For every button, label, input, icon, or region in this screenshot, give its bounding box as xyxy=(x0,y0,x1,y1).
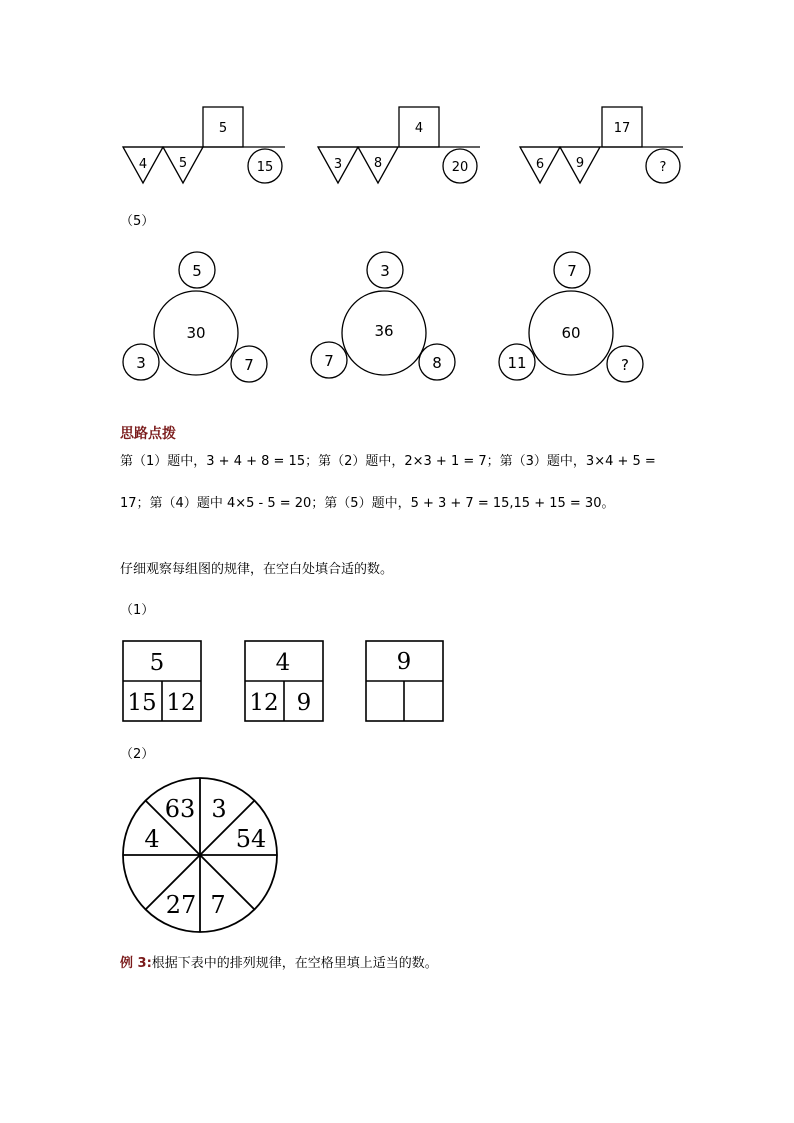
cluster-center-number: 60 xyxy=(561,324,581,342)
example-3-text: 根据下表中的排列规律，在空格里填上适当的数。 xyxy=(151,956,438,971)
circle-number: 15 xyxy=(256,160,274,175)
wheel-number: 4 xyxy=(144,825,160,853)
wheel-number: 7 xyxy=(210,891,226,919)
hint-line-1: 第（1）题中，3 + 4 + 8 = 15；第（2）题中，2×3 + 1 = 7；第（3）题中，3×4 + 5 = xyxy=(120,454,656,469)
cluster-right-number: 8 xyxy=(432,354,442,372)
hint-line-2: 17；第（4）题中 4×5 - 5 = 20；第（5）题中，5 + 3 + 7 = 15,15 + 15 = 30。 xyxy=(120,496,615,511)
cluster-center-number: 30 xyxy=(186,324,206,342)
box-number-1: 5 xyxy=(218,121,228,136)
triangle-number: 5 xyxy=(178,156,188,171)
example-3-label: 例 3: xyxy=(120,956,152,971)
box-right-number: 9 xyxy=(296,690,312,716)
box-right-number: 12 xyxy=(166,690,196,716)
triangle-number: 9 xyxy=(575,156,585,171)
exercise-part-2-label: （2） xyxy=(120,747,155,762)
cluster-top-number: 7 xyxy=(567,262,577,280)
box-number-3: 17 xyxy=(613,121,631,136)
box-number-2: 4 xyxy=(414,121,424,136)
cluster-left-number: 3 xyxy=(136,354,146,372)
cluster-unknown: ? xyxy=(621,356,629,374)
triangle-number: 3 xyxy=(333,157,343,172)
box-top-number: 9 xyxy=(396,649,412,675)
example-3 xyxy=(120,956,438,972)
cluster-left-number: 11 xyxy=(507,354,527,372)
cluster-top-number: 3 xyxy=(380,262,390,280)
triangle-number: 4 xyxy=(138,157,148,172)
box-left-number: 12 xyxy=(249,690,279,716)
wheel-number: 3 xyxy=(211,795,227,823)
box-top-number: 4 xyxy=(275,650,291,676)
cluster-left-number: 7 xyxy=(324,352,334,370)
exercise-instruction: 仔细观察每组图的规律，在空白处填合适的数。 xyxy=(120,562,394,577)
box-top-number: 5 xyxy=(149,650,165,676)
wheel-number: 63 xyxy=(164,795,196,823)
exercise-part-1-label: （1） xyxy=(120,603,155,618)
question-5-label: （5） xyxy=(120,214,155,229)
cluster-center-number: 36 xyxy=(374,322,394,340)
wheel-number: 54 xyxy=(235,825,267,853)
circle-unknown: ? xyxy=(659,160,667,175)
triangle-number: 6 xyxy=(535,157,545,172)
circle-number: 20 xyxy=(451,160,469,175)
cluster-right-number: 7 xyxy=(244,356,254,374)
wheel-number: 27 xyxy=(165,891,197,919)
triangle-number: 8 xyxy=(373,156,383,171)
box-left-number: 15 xyxy=(127,690,157,716)
cluster-top-number: 5 xyxy=(192,262,202,280)
hint-heading: 思路点拨 xyxy=(120,426,176,442)
